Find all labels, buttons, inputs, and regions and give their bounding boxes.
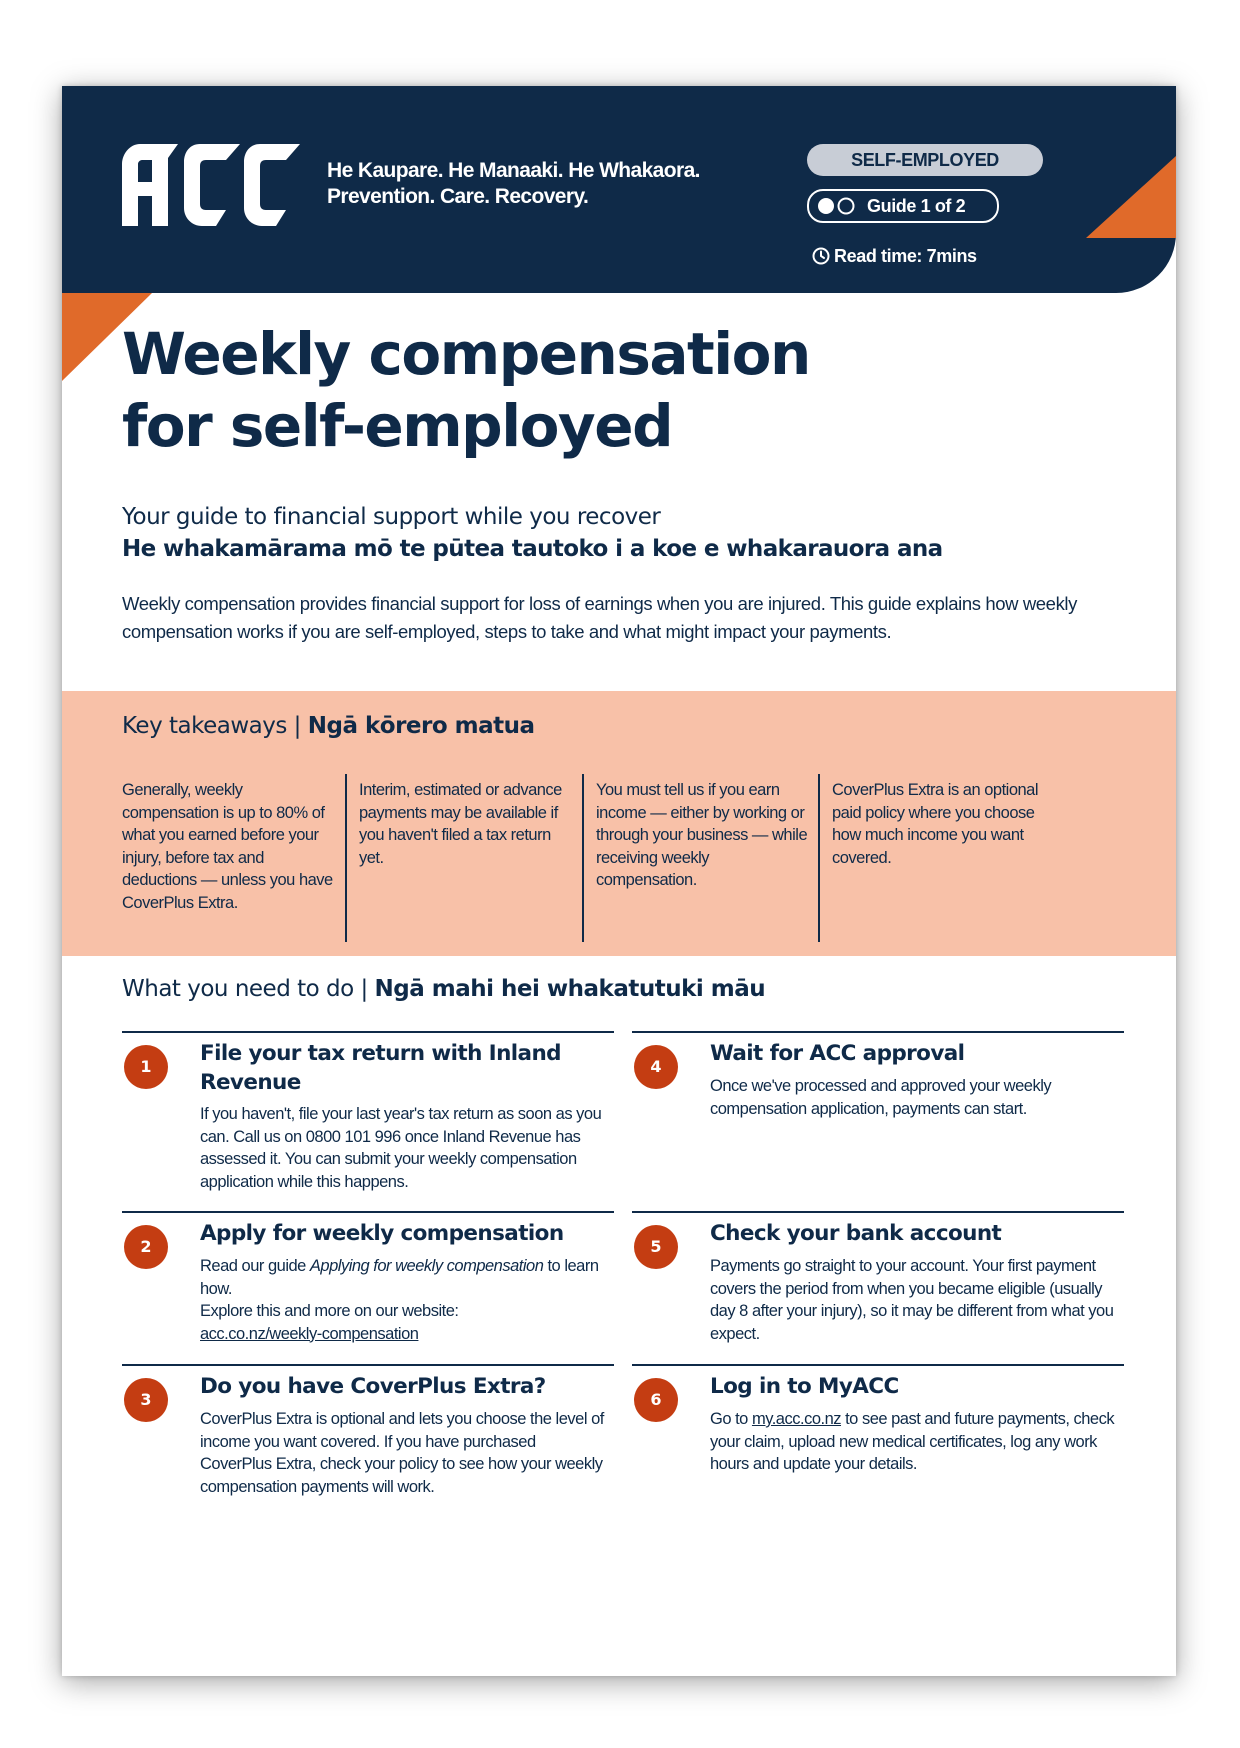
toggle-dots-icon	[817, 197, 861, 215]
divider	[582, 774, 584, 942]
step-title: Apply for weekly compensation	[200, 1221, 564, 1246]
step-body	[710, 1408, 1120, 1476]
guide-number-label: Guide 1 of 2	[867, 196, 966, 216]
tagline-english: Prevention. Care. Recovery.	[327, 185, 589, 208]
step-body: CoverPlus Extra is optional and lets you choose the level of income you want covered. If you have purchased CoverPlus Extra, check your policy to see how your weekly compensation payments will work.	[200, 1410, 604, 1496]
guide-number-badge	[807, 189, 999, 223]
step-body-text: Explore this and more on our website:	[200, 1302, 459, 1320]
step-3	[122, 1364, 614, 1526]
myacc-link[interactable]: my.acc.co.nz	[751, 1410, 842, 1428]
step-number-badge: 5	[634, 1225, 678, 1269]
what-to-do-heading-en: What you need to do |	[122, 976, 375, 1002]
audience-badge: SELF-EMPLOYED	[807, 144, 1043, 176]
step-4	[632, 1031, 1124, 1208]
key-takeaways-heading-mi: Ngā kōrero matua	[307, 713, 535, 739]
divider	[345, 774, 347, 942]
step-number-badge: 2	[124, 1225, 168, 1269]
step-number-badge: 3	[124, 1378, 168, 1422]
step-2	[122, 1211, 614, 1363]
acc-logo	[122, 144, 300, 226]
divider	[818, 774, 820, 942]
takeaway-item: Generally, weekly compensation is up to 80% of what you earned before your injury, before tax and deductions — unless you have CoverPlus Extra.	[122, 781, 333, 912]
read-time	[812, 246, 977, 266]
step-body-text: Go to	[710, 1410, 752, 1428]
key-takeaways-heading	[122, 713, 535, 739]
step-title: Do you have CoverPlus Extra?	[200, 1374, 546, 1399]
header-banner	[62, 86, 1176, 293]
step-body-text: to learn how.	[200, 1257, 599, 1298]
key-takeaways-heading-en: Key takeaways |	[122, 713, 308, 739]
step-body-text: Read our guide	[200, 1257, 310, 1275]
clock-icon	[812, 247, 830, 265]
step-number-badge: 6	[634, 1378, 678, 1422]
takeaway-item: You must tell us if you earn income — either by working or through your business — while receiving weekly compensation.	[596, 781, 808, 889]
page-title	[122, 318, 810, 462]
step-title: File your tax return with Inland Revenue	[200, 1041, 561, 1095]
what-to-do-heading-mi: Ngā mahi hei whakatutuki māu	[374, 976, 766, 1002]
guide-reference: Applying for weekly compensation	[309, 1257, 544, 1275]
key-takeaways-section	[62, 691, 1176, 956]
step-body	[200, 1255, 610, 1345]
weekly-compensation-link[interactable]: acc.co.nz/weekly-compensation	[200, 1324, 419, 1343]
step-body: If you haven't, file your last year's tax return as soon as you can. Call us on 0800 101 996 once Inland Revenue has assessed it. You can submit your weekly compensation application while this happens.	[200, 1105, 602, 1191]
read-time-label: Read time: 7mins	[834, 246, 977, 266]
step-body: Once we've processed and approved your weekly compensation application, payments can start.	[710, 1077, 1052, 1118]
step-number-badge: 4	[634, 1045, 678, 1089]
intro-paragraph: Weekly compensation provides financial support for loss of earnings when you are injured. This guide explains how weekly compensation works if you are self-employed, steps to take and what might impact your payments.	[122, 593, 1077, 642]
step-body-text: to see past and future payments, check your claim, upload new medical certificates, log any work hours and update your details.	[710, 1410, 1115, 1473]
page-title-line2: for self-employed	[122, 392, 673, 460]
tagline-maori: He Kaupare. He Manaaki. He Whakaora.	[327, 159, 700, 182]
step-1	[122, 1031, 614, 1208]
step-title: Log in to MyACC	[710, 1374, 899, 1399]
tagline	[327, 158, 700, 210]
step-body: Payments go straight to your account. Your first payment covers the period from when you became eligible (usually day 8 after your injury), so it may be different from what you expect.	[710, 1257, 1114, 1343]
step-6	[632, 1364, 1124, 1526]
step-number-badge: 1	[124, 1045, 168, 1089]
subtitle-maori: He whakamārama mō te pūtea tautoko i a koe e whakarauora ana	[122, 536, 943, 562]
page-title-line1: Weekly compensation	[122, 320, 810, 388]
step-title: Check your bank account	[710, 1221, 1002, 1246]
step-5	[632, 1211, 1124, 1363]
guide-page	[62, 86, 1176, 1676]
subtitle: Your guide to financial support while you recover	[122, 504, 661, 530]
takeaway-item: CoverPlus Extra is an optional paid policy where you choose how much income you want covered.	[832, 781, 1039, 867]
takeaway-item: Interim, estimated or advance payments may be available if you haven't filed a tax return yet.	[359, 781, 562, 867]
step-title: Wait for ACC approval	[710, 1041, 965, 1066]
orange-corner-accent	[1086, 156, 1176, 238]
what-to-do-heading	[122, 976, 765, 1002]
